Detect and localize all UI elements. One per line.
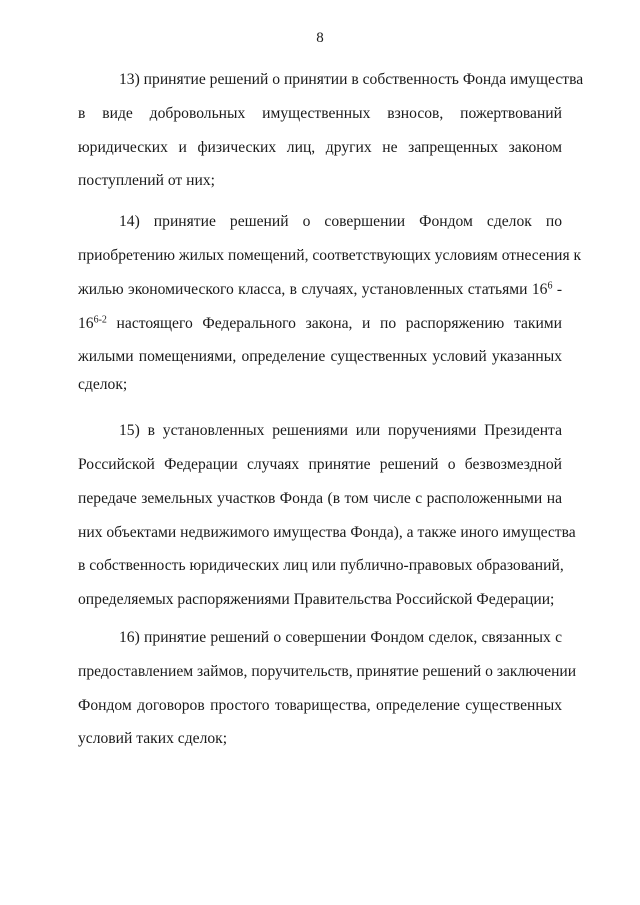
superscript: 6-2 bbox=[93, 314, 107, 326]
text-line: жилыми помещениями, определение существенных условий указанных bbox=[78, 348, 562, 366]
text-line: передаче земельных участков Фонда (в том числе с расположенными на bbox=[78, 489, 562, 507]
text-line-with-superscript bbox=[78, 307, 562, 341]
text-line: условий таких сделок; bbox=[78, 730, 228, 748]
text-line: в собственность юридических лиц или публично-правовых образований, bbox=[78, 557, 564, 575]
paragraph-item-15 bbox=[78, 414, 576, 617]
text-line: предоставлением займов, поручительств, принятие решений о заключении bbox=[78, 662, 577, 680]
page-number: 8 bbox=[316, 30, 324, 46]
text-line-with-superscript bbox=[78, 273, 562, 307]
line-text: 16 bbox=[78, 314, 94, 332]
line-text: жилью экономического класса, в случаях, установленных статьями 16 bbox=[78, 280, 548, 298]
superscript: 6 bbox=[547, 280, 553, 292]
paragraph-item-16 bbox=[78, 621, 577, 756]
text-line: сделок; bbox=[78, 376, 128, 394]
text-line: юридических и физических лиц, других не запрещенных законом bbox=[78, 138, 562, 156]
text-line: определяемых распоряжениями Правительства Российской Федерации; bbox=[78, 591, 555, 609]
text-line: 13) принятие решений о принятии в собственность Фонда имущества bbox=[119, 71, 584, 88]
text-line: поступлений от них; bbox=[78, 172, 215, 190]
text-line: Российской Федерации случаях принятие решений о безвозмездной bbox=[78, 455, 562, 473]
text-line: приобретению жилых помещений, соответствующих условиям отнесения к bbox=[78, 246, 582, 264]
paragraph-item-13 bbox=[78, 63, 584, 198]
paragraph-item-14 bbox=[78, 205, 582, 396]
text-line: в виде добровольных имущественных взносов, пожертвований bbox=[78, 104, 562, 122]
document-body bbox=[78, 63, 584, 756]
text-line: 14) принятие решений о совершении Фондом сделок по bbox=[119, 213, 562, 231]
line-text: настоящего Федерального закона, и по распоряжению такими bbox=[106, 314, 562, 332]
text-line: Фондом договоров простого товарищества, определение существенных bbox=[78, 696, 562, 714]
text-line: 16) принятие решений о совершении Фондом сделок, связанных с bbox=[119, 628, 562, 646]
text-line: 15) в установленных решениями или поручениями Президента bbox=[119, 422, 562, 440]
text-line: них объектами недвижимого имущества Фонда), а также иного имущества bbox=[78, 523, 576, 541]
line-text: - bbox=[552, 280, 563, 298]
